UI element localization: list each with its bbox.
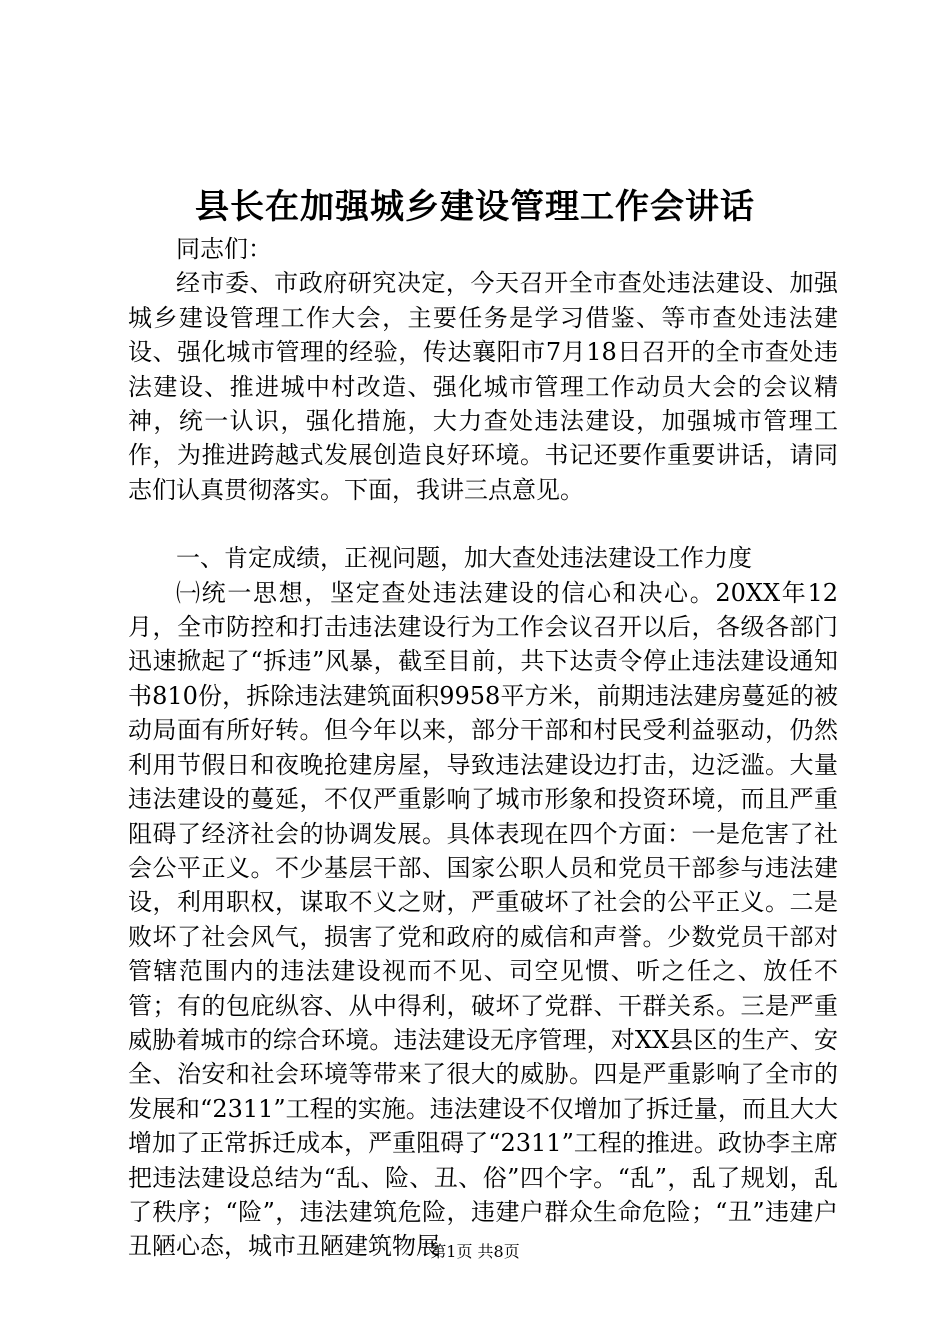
section-heading: 一、肯定成绩，正视问题，加大查处违法建设工作力度: [176, 544, 752, 573]
document-body: [128, 232, 838, 1264]
paragraph-body: ㈠统一思想，坚定查处违法建设的信心和决心。20XX年12月，全市防控和打击违法建设行为工作会议召开以后，各级各部门迅速掀起了“拆违”风暴，截至目前，共下达责令停止违法建设通知书810份，拆除违法建筑面积9958平方米，前期违法建房蔓延的被动局面有所好转。但今年以来，部分干部和村民受利益驱动，仍然利用节假日和夜晚抢建房屋，导致违法建设边打击，边泛滥。大量违法建设的蔓延，不仅严重影响了城市形象和投资环境，而且严重阻碍了经济社会的协调发展。具体表现在四个方面：一是危害了社会公平正义。不少基层干部、国家公职人员和党员干部参与违法建设，利用职权，谋取不义之财，严重破坏了社会的公平正义。二是败坏了社会风气，损害了党和政府的威信和声誉。少数党员干部对管辖范围内的违法建设视而不见、司空见惯、听之任之、放任不管；有的包庇纵容、从中得利，破坏了党群、干群关系。三是严重威胁着城市的综合环境。违法建设无序管理，对XX县区的生产、安全、治安和社会环境等带来了很大的威胁。四是严重影响了全市的发展和“2311”工程的实施。违法建设不仅增加了拆迁量，而且大大增加了正常拆迁成本，严重阻碍了“2311”工程的推进。政协李主席把违法建设总结为“乱、险、丑、俗”四个字。“乱”，乱了规划，乱了秩序；“险”，违法建筑危险，违建户群众生命危险；“丑”违建户丑陋心态，城市丑陋建筑物展: [128, 578, 838, 1261]
paragraph-intro: 经市委、市政府研究决定，今天召开全市查处违法建设、加强城乡建设管理工作大会，主要任务是学习借鉴、等市查处违法建设、强化城市管理的经验，传达襄阳市7月18日召开的全市查处违法建设、推进城中村改造、强化城市管理工作动员大会的会议精神，统一认识，强化措施，大力查处违法建设，加强城市管理工作，为推进跨越式发展创造良好环境。书记还要作重要讲话，请同志们认真贯彻落实。下面，我讲三点意见。: [128, 269, 838, 504]
paragraph-gap: [128, 507, 838, 541]
greeting: 同志们：: [176, 235, 272, 263]
document-title: 县长在加强城乡建设管理工作会讲话: [195, 187, 755, 227]
page-footer: 第1页 共8页: [430, 1242, 520, 1261]
